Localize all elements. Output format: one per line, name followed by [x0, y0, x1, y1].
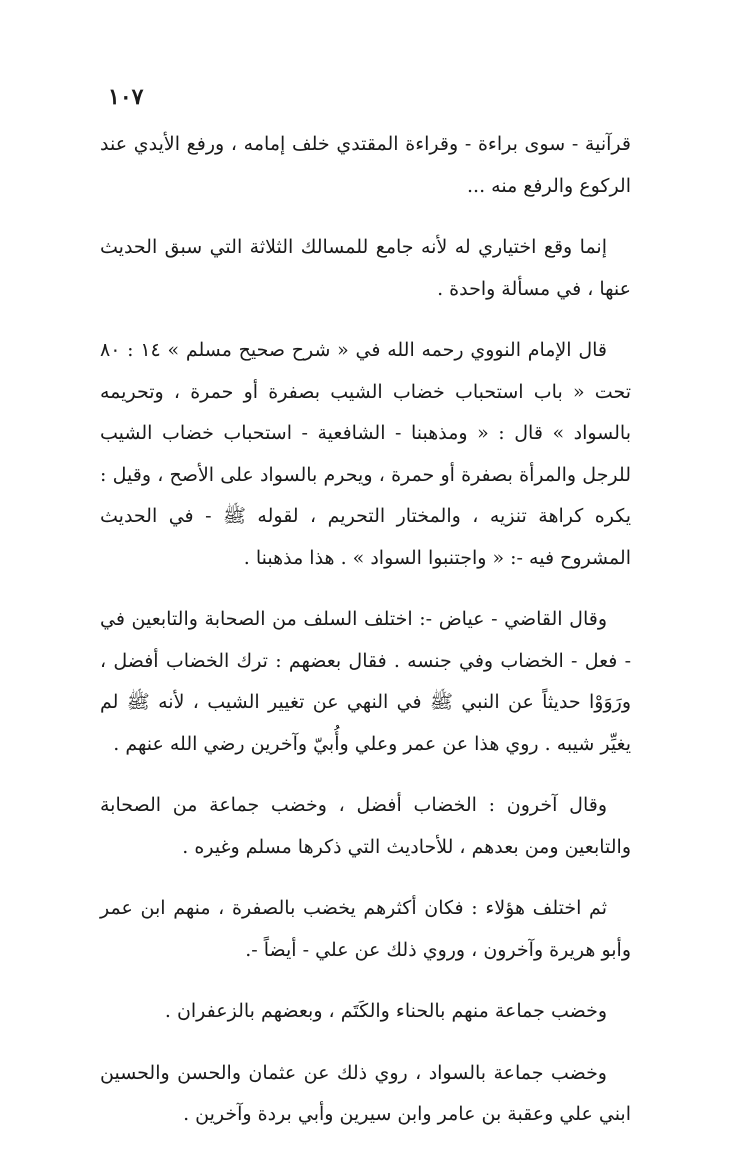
paragraph-5: وقال آخرون : الخضاب أفضل ، وخضب جماعة من الصحابة والتابعين ومن بعدهم ، للأحاديث التي ذكرها مسلم وغيره . [100, 794, 631, 858]
paragraph-6: ثم اختلف هؤلاء : فكان أكثرهم يخضب بالصفرة ، منهم ابن عمر وأبو هريرة وآخرون ، وروي ذلك عن علي - أيضاً -. [100, 897, 631, 961]
paragraph-3: قال الإمام النووي رحمه الله في « شرح صحيح مسلم » ١٤ : ٨٠ تحت « باب استحباب خضاب الشيب بصفرة أو حمرة ، وتحريمه بالسواد » قال : « ومذهبنا - الشافعية - استحباب خضاب الشيب للرجل والمرأة بصفرة أو حمرة ، ويحرم بالسواد على الأصح ، وقيل : يكره كراهة تنزيه ، والمختار التحريم ، لقوله ﷺ - في الحديث المشروح فيه -: « واجتنبوا السواد » . هذا مذهبنا . [100, 339, 631, 569]
paragraph-8: وخضب جماعة بالسواد ، روي ذلك عن عثمان والحسن والحسين ابني علي وعقبة بن عامر وابن سيرين وأبي بردة وآخرين . [100, 1061, 631, 1125]
paragraph-2: إنما وقع اختياري له لأنه جامع للمسالك الثلاثة التي سبق الحديث عنها ، في مسألة واحدة . [100, 236, 631, 300]
paragraph-7: وخضب جماعة منهم بالحناء والكَتَم ، وبعضهم بالزعفران . [164, 1000, 607, 1022]
page-number: ١٠٧ [108, 84, 144, 110]
page-body [100, 124, 631, 1156]
paragraph-4: وقال القاضي - عياض -: اختلف السلف من الصحابة والتابعين في - فعل - الخضاب وفي جنسه . فقال بعضهم : ترك الخضاب أفضل ، ورَوَوْا حديثاً عن النبي ﷺ في النهي عن تغيير الشيب ، لأنه ﷺ لم يغيِّر شيبه . روي هذا عن عمر وعلي وأُبيّ وآخرين رضي الله عنهم . [100, 608, 631, 755]
paragraph-1: قرآنية - سوى براءة - وقراءة المقتدي خلف إمامه ، ورفع الأيدي عند الركوع والرفع منه ... [100, 133, 631, 197]
